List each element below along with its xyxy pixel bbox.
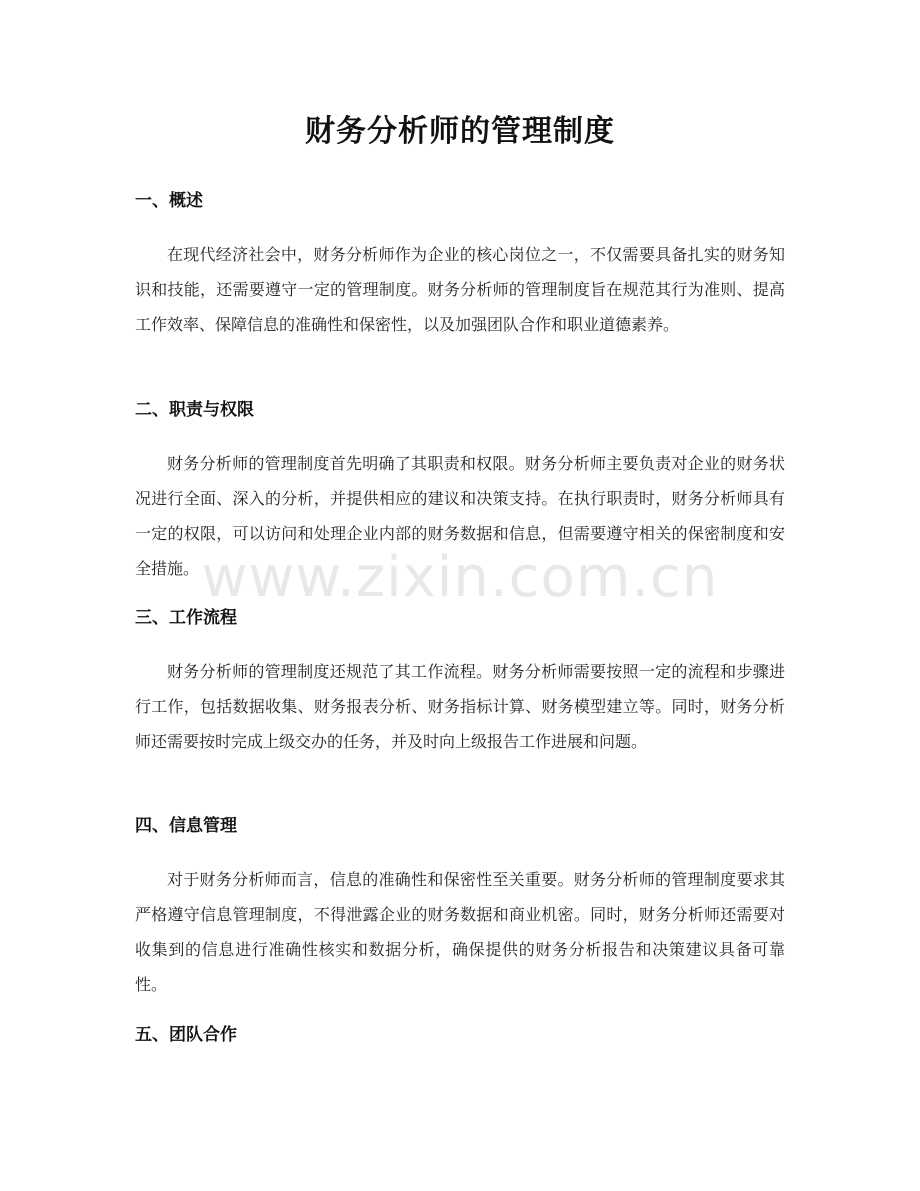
- section-paragraph: 在现代经济社会中，财务分析师作为企业的核心岗位之一，不仅需要具备扎实的财务知识和技能，还需要遵守一定的管理制度。财务分析师的管理制度旨在规范其行为准则、提高工作效率、保障信息的准确性和保密性，以及加强团队合作和职业道德素养。: [135, 245, 785, 334]
- section-paragraph: 对于财务分析师而言，信息的准确性和保密性至关重要。财务分析师的管理制度要求其严格遵守信息管理制度，不得泄露企业的财务数据和商业机密。同时，财务分析师还需要对收集到的信息进行准确性核实和数据分析，确保提供的财务分析报告和决策建议具备可靠性。: [135, 870, 785, 994]
- page-title: 财务分析师的管理制度: [305, 114, 615, 149]
- section-paragraph: 财务分析师的管理制度首先明确了其职责和权限。财务分析师主要负责对企业的财务状况进行全面、深入的分析，并提供相应的建议和决策支持。在执行职责时，财务分析师具有一定的权限，可以访问和处理企业内部的财务数据和信息，但需要遵守相关的保密制度和安全措施。: [135, 454, 785, 578]
- section-heading: 一、概述: [135, 191, 203, 211]
- section-heading: 二、职责与权限: [135, 400, 254, 420]
- section-overview: [135, 188, 785, 342]
- section-workflow: [135, 605, 785, 759]
- section-information: [135, 813, 785, 1002]
- section-paragraph: 财务分析师的管理制度还规范了其工作流程。财务分析师需要按照一定的流程和步骤进行工作，包括数据收集、财务报表分析、财务指标计算、财务模型建立等。同时，财务分析师还需要按时完成上级交办的任务，并及时向上级报告工作进展和问题。: [135, 662, 785, 751]
- watermark: www.zixin.com.cn: [201, 545, 719, 610]
- section-duties: [135, 397, 785, 586]
- section-heading: 四、信息管理: [135, 816, 237, 836]
- section-heading: 五、团队合作: [135, 1025, 237, 1045]
- section-heading: 三、工作流程: [135, 608, 237, 628]
- section-teamwork: [135, 1022, 785, 1048]
